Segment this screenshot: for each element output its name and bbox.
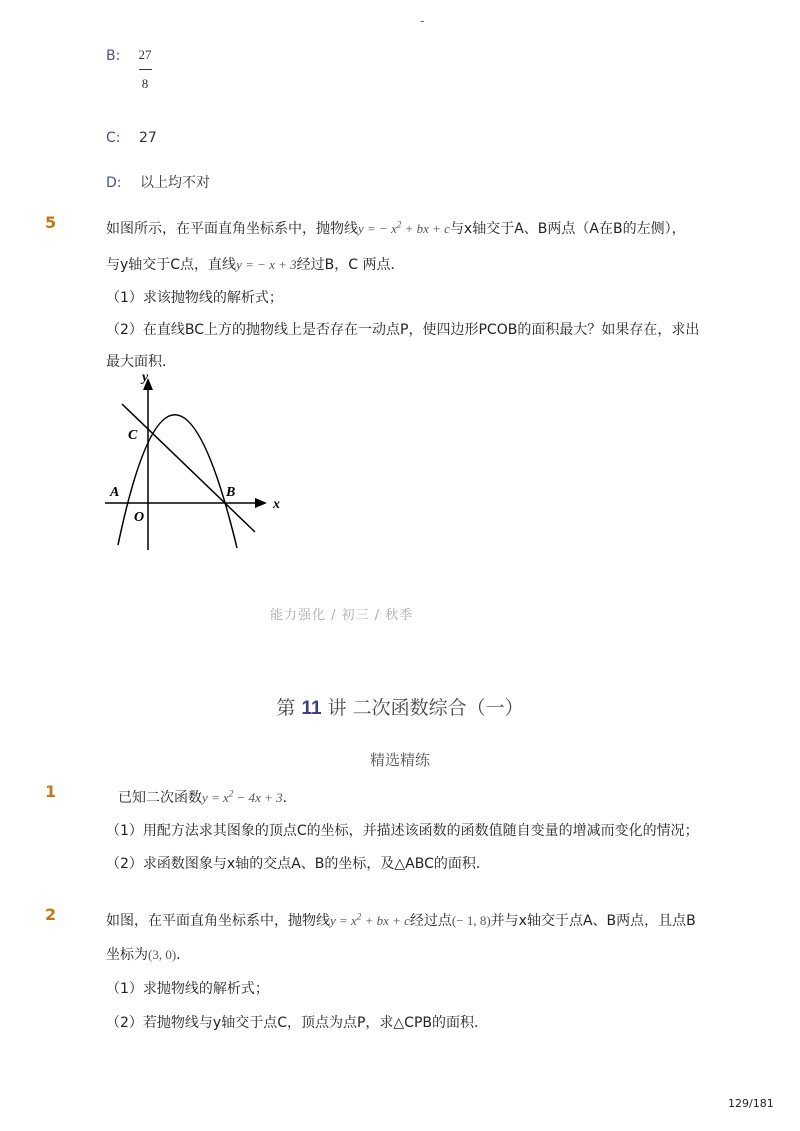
problem-2-line-2	[106, 944, 190, 964]
question-5-part-1: （1）求该抛物线的解析式；	[106, 290, 283, 306]
problem-1-number: 1	[45, 782, 57, 801]
parabola-graph	[100, 368, 290, 558]
q5-line1-tail: 与x轴交于A、B两点（A在B的左侧），	[449, 221, 686, 237]
p2-point-passed: (− 1, 8)	[451, 913, 491, 928]
problem-1-part-1: （1）用配方法求其图象的顶点C的坐标，并描述该函数的函数值随自变量的增减而变化的情况；	[106, 823, 699, 839]
section-title: 精选精练	[369, 751, 430, 769]
page-footer-course: 能力强化 / 初三 / 秋季	[270, 608, 414, 623]
question-5-part-2: （2）在直线BC上方的抛物线上是否存在一动点P，使四边形PCOB的面积最大？如果存在，求出	[106, 322, 700, 338]
q5-parabola-formula: y = − $x^2$ + bx + c	[358, 219, 450, 236]
q5-line-formula: y = − x + 3	[236, 257, 297, 272]
label-y: y	[142, 370, 149, 385]
x-axis-arrow	[255, 498, 267, 508]
p2-line1-text: 如图，在平面直角坐标系中，抛物线	[106, 913, 330, 929]
label-b: B	[226, 485, 236, 500]
page-number: 129/181	[728, 1097, 774, 1110]
label-c: C	[128, 428, 138, 443]
q5-line2-text: 与y轴交于C点，直线	[106, 257, 237, 273]
problem-2-number: 2	[45, 905, 57, 924]
option-c-label: C:	[106, 130, 121, 146]
question-5-number: 5	[45, 213, 57, 232]
problem-1-line-1	[118, 787, 297, 807]
problem-2-part-2: （2）若抛物线与y轴交于点C，顶点为点P，求△CPB的面积．	[106, 1015, 488, 1031]
option-d	[106, 172, 210, 192]
question-5-part-2-cont: 最大面积．	[106, 354, 176, 370]
option-b	[106, 48, 120, 64]
label-o: O	[134, 510, 145, 525]
p1-line1-tail: ．	[282, 790, 297, 806]
label-x: x	[273, 497, 280, 512]
lesson-prefix: 第	[276, 697, 296, 719]
p2-line1-tail: 并与x轴交于点A、B两点，且点B	[490, 913, 696, 929]
fraction-numerator: 27	[138, 47, 152, 62]
p1-function-formula: $y = x^2 - 4x + 3$	[202, 788, 283, 805]
lesson-suffix: 讲 二次函数综合（一）	[327, 697, 524, 719]
fraction-denominator: 8	[141, 76, 149, 91]
label-a: A	[110, 485, 120, 500]
p2-point-b: (3, 0)	[148, 947, 177, 962]
problem-1-part-2: （2）求函数图象与x轴的交点A、B的坐标，及△ABC的面积．	[106, 856, 490, 872]
q5-line2-tail: 经过B，C 两点．	[296, 257, 405, 273]
problem-2-part-1: （1）求抛物线的解析式；	[106, 981, 269, 997]
p2-line2-tail: ．	[176, 947, 191, 963]
problem-2-line-1	[106, 910, 696, 930]
question-5-line-1	[106, 218, 686, 238]
p1-line1-text: 已知二次函数	[118, 790, 202, 806]
lesson-number: 11	[301, 698, 322, 719]
p2-line2-text: 坐标为	[106, 947, 148, 963]
q5-line1-text: 如图所示，在平面直角坐标系中，抛物线	[106, 221, 358, 237]
option-c-value: 27	[138, 130, 157, 146]
option-d-label: D:	[106, 175, 122, 191]
header-mark: -	[420, 14, 425, 28]
p2-line1-mid: 经过点	[409, 913, 452, 929]
option-b-fraction	[138, 47, 152, 92]
question-5-line-2	[106, 254, 405, 274]
option-c	[106, 130, 157, 146]
fraction-bar	[139, 69, 152, 70]
lesson-title	[0, 693, 800, 720]
option-d-value: 以上均不对	[139, 175, 210, 191]
p2-parabola-formula: $y = x^2$ + bx + c	[330, 911, 410, 928]
option-b-label: B:	[106, 48, 121, 64]
